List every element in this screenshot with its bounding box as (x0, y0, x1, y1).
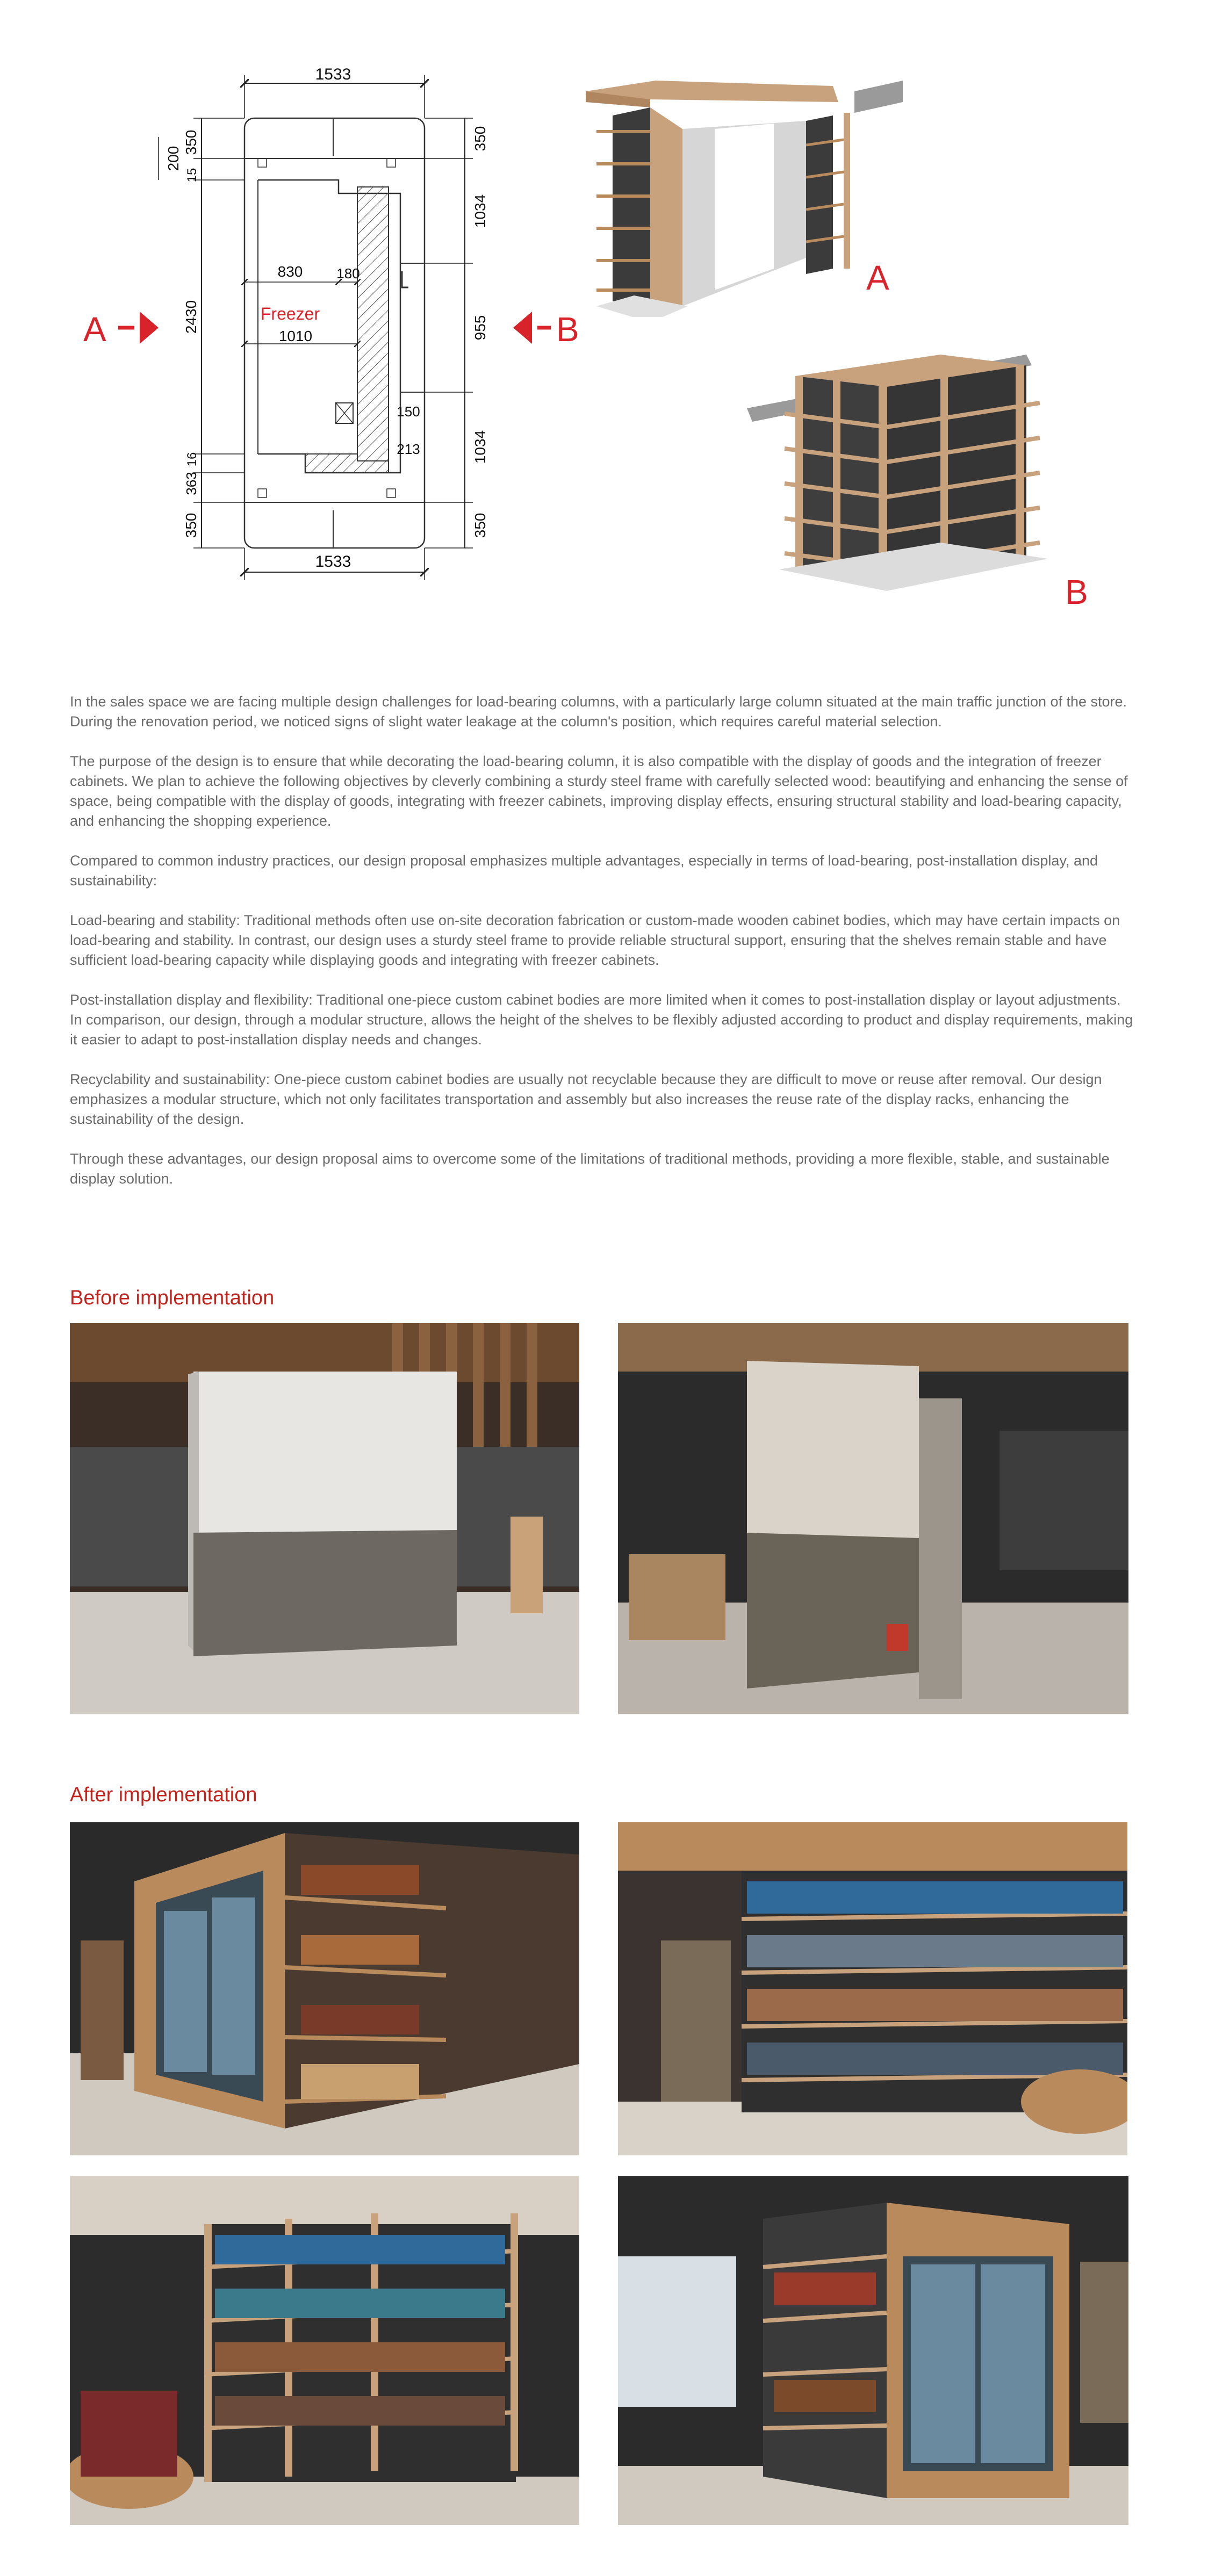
after-photo-1 (70, 1822, 579, 2155)
paragraph-comparison: Compared to common industry practices, our design proposal emphasizes multiple advantages, especially in terms of load-bearing, post-installation display, and sustainability: (70, 853, 1098, 889)
before-section-title: Before implementation (70, 1287, 275, 1309)
dim-bottom-width: 1533 (315, 553, 351, 571)
paragraph-flexibility: Post-installation display and flexibility: Traditional one-piece custom cabinet bodies are more limited when it comes to post-installation display or layout adjustments. In comparison, our design, through a modular structure, allows the height of the shelves to be flexibly adjusted according to product and display requirements, making it easier to adapt to post-installation display needs and changes. (70, 992, 1133, 1048)
dim-left-363: 363 (183, 472, 199, 495)
dim-right-1034-top: 1034 (472, 194, 488, 228)
paragraph-conclusion: Through these advantages, our design proposal aims to overcome some of the limitations of traditional methods, providing a more flexible, stable, and sustainable display solution. (70, 1151, 1110, 1187)
before-photo-1 (70, 1323, 579, 1714)
description-text (70, 692, 1137, 1209)
after-section-title: After implementation (70, 1784, 257, 1806)
dim-180: 180 (336, 265, 360, 282)
dim-left-200: 200 (165, 146, 182, 171)
render-view-a (580, 70, 903, 317)
before-photo-2 (618, 1323, 1128, 1714)
freezer-label: Freezer (260, 304, 320, 323)
dim-left-15: 15 (185, 168, 199, 183)
view-b-label: B (556, 310, 579, 349)
dim-150: 150 (397, 403, 420, 420)
dim-left-350-bottom: 350 (183, 513, 199, 538)
render-view-b (747, 333, 1102, 618)
render-a-label: A (866, 258, 889, 297)
dim-left-16: 16 (185, 452, 199, 467)
dim-left-2430: 2430 (183, 300, 199, 334)
paragraph-intro: In the sales space we are facing multiple design challenges for load-bearing columns, with a particularly large column situated at the main traffic junction of the store. During the renovation period, we noticed signs of slight water leakage at the column's position, which requires careful material selection. (70, 694, 1127, 730)
view-a-arrow-icon (140, 312, 159, 344)
after-photo-4 (618, 2176, 1128, 2525)
dim-830: 830 (277, 263, 303, 280)
dim-213: 213 (397, 441, 420, 457)
dim-top-width: 1533 (315, 66, 351, 83)
view-b-arrow-icon (513, 312, 532, 344)
after-photo-3 (70, 2176, 579, 2525)
dim-right-350-bottom: 350 (472, 513, 488, 538)
view-a-label: A (83, 310, 106, 349)
dim-right-350-top: 350 (472, 126, 488, 151)
paragraph-purpose: The purpose of the design is to ensure that while decorating the load-bearing column, it is also compatible with the display of goods and the integration of freezer cabinets. We plan to achieve the following objectives by cleverly combining a sturdy steel frame with carefully selected wood: beautifying and enhancing the sense of space, being compatible with the display of goods, integrating with freezer cabinets, improving display effects, ensuring structural stability and load-bearing capacity, and enhancing the shopping experience. (70, 753, 1128, 829)
column-floor-plan (64, 59, 580, 602)
render-b-label: B (1065, 573, 1088, 611)
paragraph-sustainability: Recyclability and sustainability: One-piece custom cabinet bodies are usually not recyclable because they are difficult to move or reuse after removal. Our design emphasizes a modular structure, which not only facilitates transportation and assembly but also increases the reuse rate of the display racks, enhancing the sustainability of the design. (70, 1071, 1102, 1127)
dim-left-350-top: 350 (183, 129, 199, 155)
paragraph-load-bearing: Load-bearing and stability: Traditional methods often use on-site decoration fabrication or custom-made wooden cabinet bodies, which may have certain impacts on load-bearing and stability. In contrast, our design uses a sturdy steel frame to provide reliable structural support, ensuring that the shelves remain stable and have sufficient load-bearing capacity while displaying goods and integrating with freezer cabinets. (70, 912, 1120, 968)
dim-right-1034-bottom: 1034 (472, 430, 488, 464)
after-photo-2 (618, 1822, 1127, 2155)
dim-1010: 1010 (278, 328, 313, 344)
dim-right-955: 955 (472, 315, 488, 341)
